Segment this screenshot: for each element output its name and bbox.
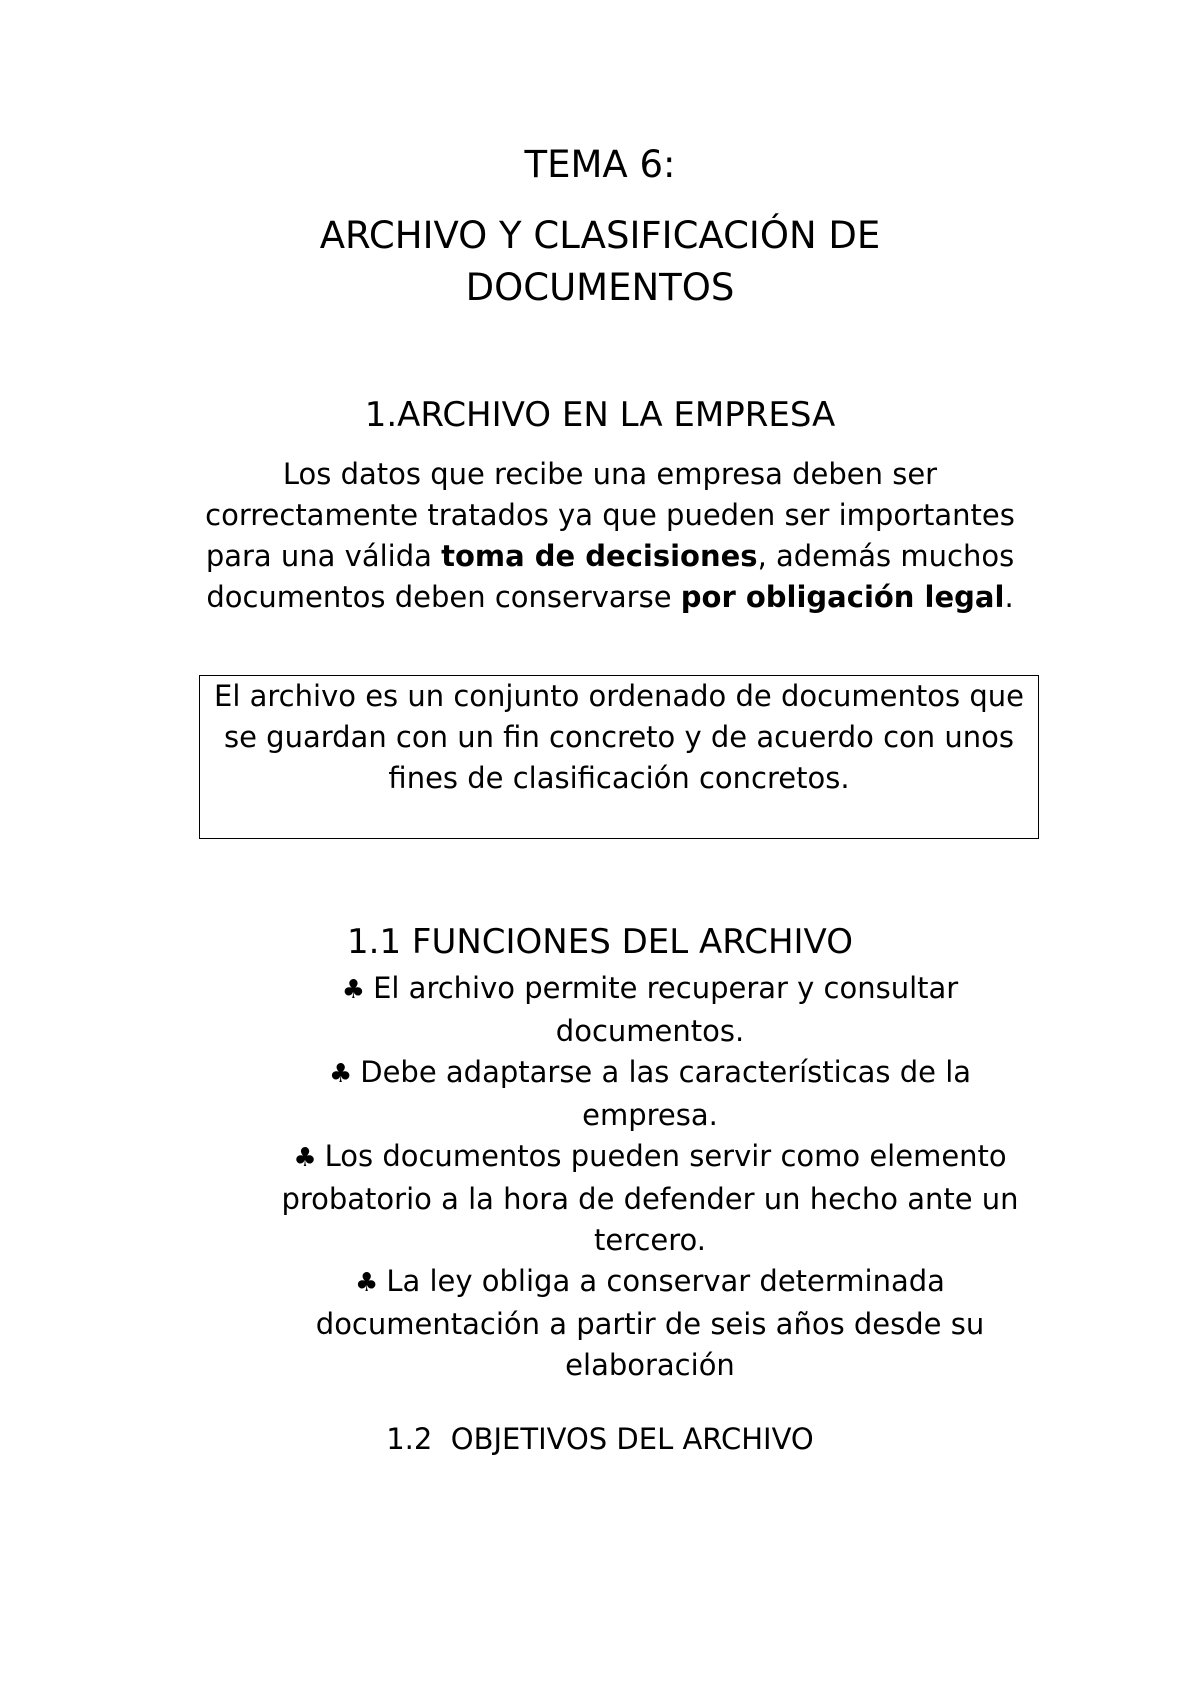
section-1-heading: 1.ARCHIVO EN LA EMPRESA (364, 395, 836, 435)
functions-list (270, 968, 1030, 1386)
list-item (270, 1136, 1030, 1261)
intro-text-1: Los datos que recibe una empresa deben ser correctamente tratados ya que pueden ser importantes para una válida (205, 457, 1015, 573)
intro-text-2: , además muchos documentos deben conservarse (206, 539, 1015, 614)
section-1-intro (200, 454, 1020, 618)
list-item-text: El archivo permite recuperar y consultar documentos. (373, 971, 959, 1048)
list-item-text: Debe adaptarse a las características de la empresa. (360, 1055, 972, 1132)
title-line-2: DOCUMENTOS (465, 266, 735, 309)
tema-label: TEMA 6: (524, 143, 676, 186)
intro-bold-legal: por obligación legal (680, 580, 1005, 614)
definition-text: El archivo es un conjunto ordenado de documentos que se guardan con un fin concreto y de acuerdo con unos fines de clasificación concretos. (214, 679, 1024, 795)
club-icon: ♣ (293, 1143, 317, 1173)
list-item (270, 1052, 1030, 1136)
section-1-1-heading: 1.1 FUNCIONES DEL ARCHIVO (347, 922, 853, 962)
list-item-text: La ley obliga a conservar determinada documentación a partir de seis años desde su elaboración (315, 1264, 985, 1382)
section-1-2-heading: 1.2 OBJETIVOS DEL ARCHIVO (386, 1422, 814, 1456)
document-title (0, 210, 1200, 314)
intro-bold-decisions: toma de decisiones (441, 539, 758, 573)
club-icon: ♣ (341, 975, 366, 1005)
list-item (270, 1261, 1030, 1386)
club-icon: ♣ (355, 1268, 379, 1298)
intro-text-3: . (1004, 580, 1014, 614)
title-line-1: ARCHIVO Y CLASIFICACIÓN DE (319, 214, 881, 257)
club-icon: ♣ (328, 1059, 353, 1089)
list-item (270, 968, 1030, 1052)
definition-box (199, 675, 1039, 839)
list-item-text: Los documentos pueden servir como elemento probatorio a la hora de defender un hecho ante un tercero. (281, 1139, 1019, 1257)
